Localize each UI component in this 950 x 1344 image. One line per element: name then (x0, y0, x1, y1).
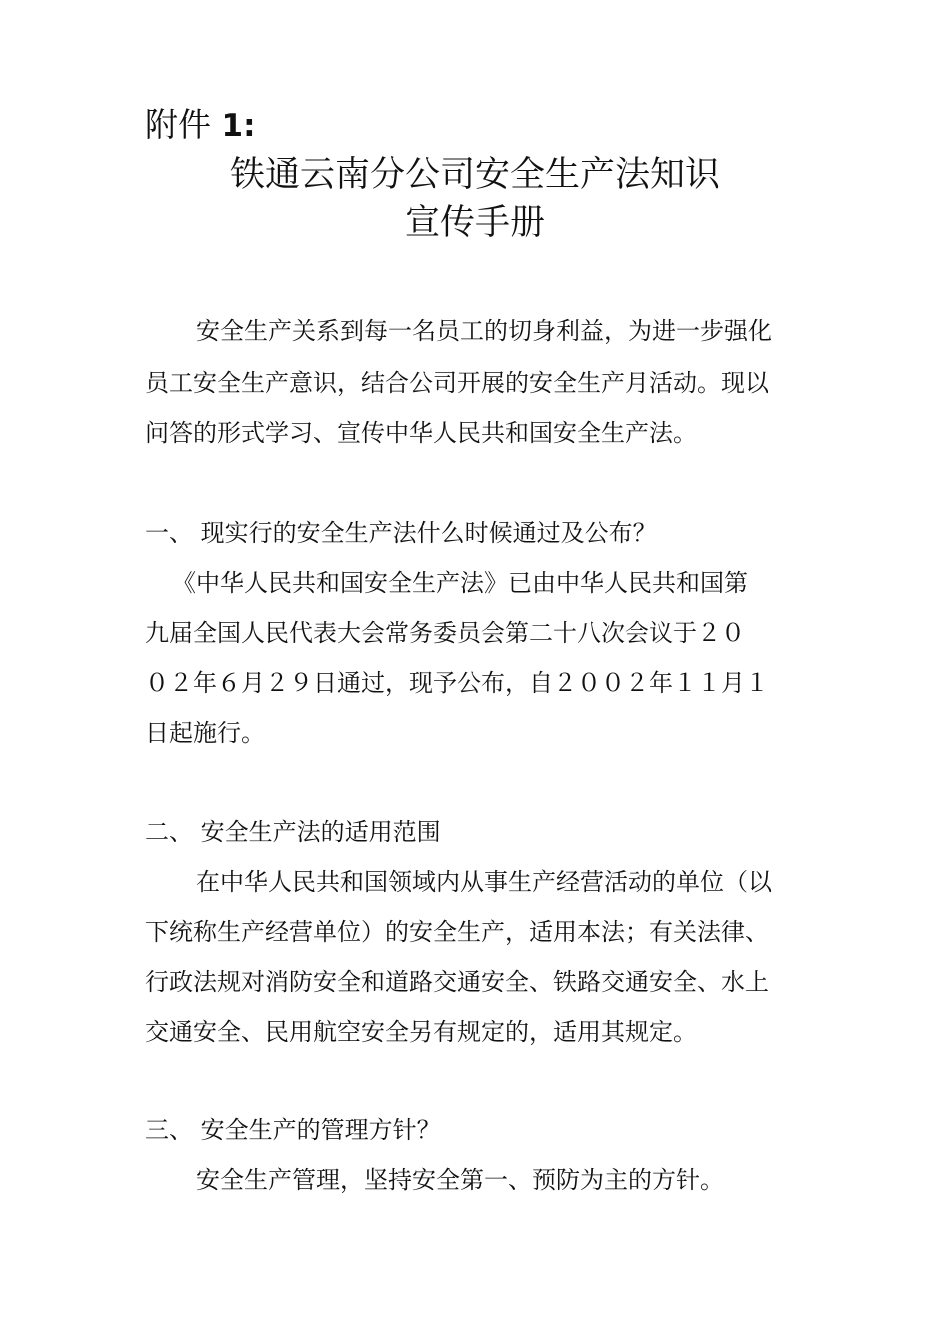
document-title-line-1: 铁通云南分公司安全生产法知识 (229, 155, 720, 195)
attachment-label (145, 100, 255, 151)
section-2-line-1: 在中华人民共和国领域内从事生产经营活动的单位（以 (196, 868, 772, 896)
section-2-line-2: 下统称生产经营单位）的安全生产，适用本法；有关法律、 (145, 918, 769, 946)
section-1-line-2: 九届全国人民代表大会常务委员会第二十八次会议于２０ (145, 619, 745, 647)
intro-line-1: 安全生产关系到每一名员工的切身利益，为进一步强化 (196, 317, 772, 345)
section-1-heading: 一、 现实行的安全生产法什么时候通过及公布？ (145, 519, 657, 547)
section-1-line-1: 《中华人民共和国安全生产法》已由中华人民共和国第 (172, 569, 748, 597)
section-1-line-3: ０２年６月２９日通过，现予公布，自２００２年１１月１ (145, 669, 769, 697)
section-3-line-1: 安全生产管理，坚持安全第一、预防为主的方针。 (196, 1166, 724, 1194)
section-2-line-4: 交通安全、民用航空安全另有规定的，适用其规定。 (145, 1018, 697, 1046)
section-1-line-4: 日起施行。 (145, 719, 265, 747)
attachment-number: 1: (221, 108, 256, 144)
intro-line-2: 员工安全生产意识，结合公司开展的安全生产月活动。现以 (145, 369, 769, 397)
intro-line-3: 问答的形式学习、宣传中华人民共和国安全生产法。 (145, 419, 697, 447)
section-2-heading: 二、 安全生产法的适用范围 (145, 818, 441, 846)
attachment-text: 附件 (145, 105, 211, 144)
document-title-line-2: 宣传手册 (404, 203, 545, 243)
section-3-heading: 三、 安全生产的管理方针？ (145, 1116, 441, 1144)
section-2-line-3: 行政法规对消防安全和道路交通安全、铁路交通安全、水上 (145, 968, 769, 996)
